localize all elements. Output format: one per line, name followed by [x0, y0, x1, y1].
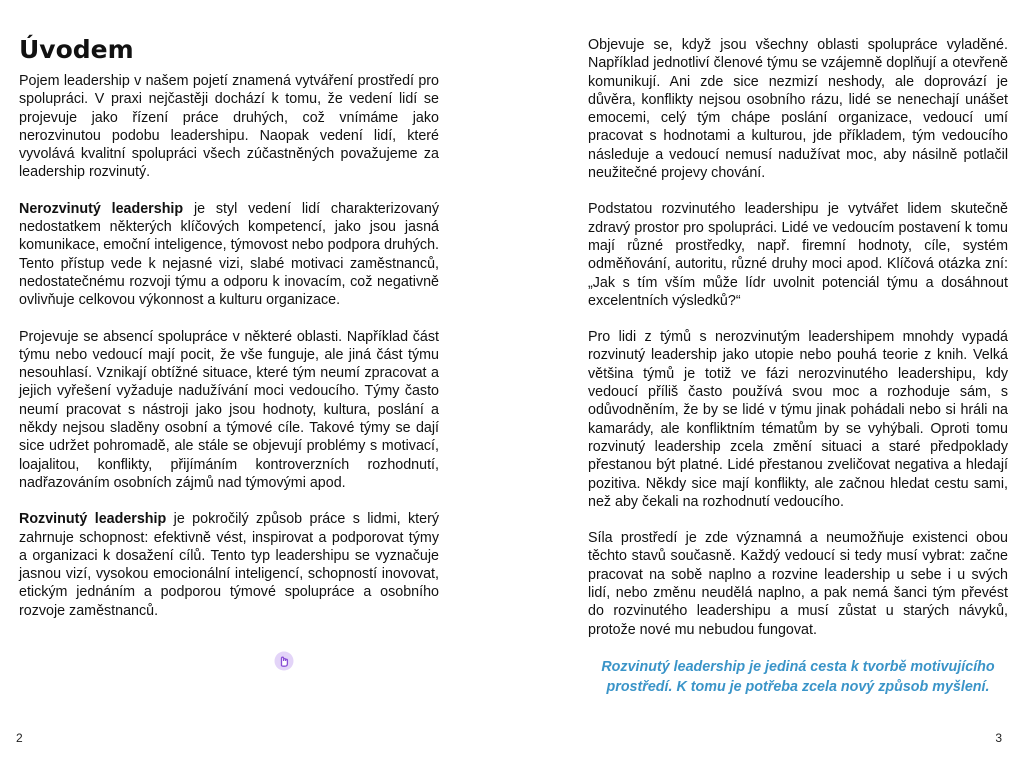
left-paragraph-2 [19, 200, 439, 310]
right-paragraph-3: Pro lidi z týmů s nerozvinutým leadershipem mnohdy vypadá rozvinutý leadership jako utopie nebo pouhá teorie z knih. Velká většina týmů je totiž ve fázi nerozvinutého leadershipu, kdy vedoucí příliš často používá svou moc a rozhoduje sám, s odůvodněním, že by se lidé v týmu jinak pohádali nebo si hráli na kamarády, ale konfliktním tématům by se vyhýbali. Oproti tomu rozvinutý leadership zcela změní situaci a staré předpoklady přestanou být platné. Lidé přestanou zveličovat negativa a hledají pozitiva. Někdy sice mají konflikty, ale začnou hledat cestu sami, než aby čekali na rozhodnutí vedoucího. [588, 329, 1008, 510]
right-text-column [588, 36, 1008, 697]
highlight-quote: Rozvinutý leadership je jediná cesta k tvorbě motivujícího prostředí. K tomu je potřeba zcela nový způsob myšlení. [601, 658, 995, 695]
right-paragraph-4: Síla prostředí je zde významná a neumožňuje existenci obou těchto stavů současně. Každý vedoucí si tedy musí vybrat: začne pracovat na sobě naplno a rozvine leadership u sebe i u svých lidí, nebo změnu neudělá naplno, a pak nemá šanci tým převést do rozvinutého leadershipu a musí zůstat u starých návyků, protože nové mu nebudou fungovat. [588, 530, 1008, 638]
hand-pointer-icon [273, 650, 295, 672]
page-number-right: 3 [995, 731, 1002, 745]
term-developed-leadership: Rozvinutý leadership [19, 511, 167, 528]
left-paragraph-3: Projevuje se absencí spolupráce v některé oblasti. Například část týmu nebo vedoucí mají pocit, že vše funguje, ale jiná část týmu nesouhlasí. Vznikají obtížné situace, které tým neumí zpracovat a jejich vyřešení vyžaduje nadužívání moci vedoucího. Týmy často neumí pracovat s nástroji jako jsou hodnoty, kultura, poslání a někdy nejsou sladěny osobní a týmové cíle. Takové týmy se dají sice udržet pohromadě, ale stále se objevují problémy s motivací, loajalitou, konflikty, přijímáním kontroverzních rozhodnutí, nadřazováním osobních zájmů nad týmovými apod. [19, 328, 439, 491]
left-paragraph-4 [19, 510, 439, 620]
page-title: Úvodem [19, 35, 134, 64]
left-paragraph-4-text: je pokročilý způsob práce s lidmi, který zahrnuje schopnost: efektivně vést, inspirovat a podporovat týmy a organizaci k dosažení cílů. Tento typ leadershipu se vyznačuje jasnou vizí, vysokou emocionální inteligencí, schopností inovovat, etickým jednáním a podporou týmové spolupráce a osobního rozvoje zaměstnanců. [19, 511, 439, 619]
right-page [512, 0, 1024, 768]
right-paragraph-1: Objevuje se, když jsou všechny oblasti spolupráce vyladěné. Například jednotliví členové týmu se vzájemně doplňují a otevřeně komunikují. Ani zde sice nezmizí neshody, ale doprovází je důvěra, konflikty nejsou osobního rázu, lidé se nenechají unášet emocemi, celý tým chápe poslání organizace, vedoucí umí pracovat s hodnotami a kulturou, jde příkladem, tým vedoucího následuje a vedoucí nemusí nadužívat moc, aby násilně potlačil neužitečné projevy chování. [588, 37, 1008, 182]
left-paragraph-1: Pojem leadership v našem pojetí znamená vytváření prostředí pro spolupráci. V praxi nejčastěji dochází k tomu, že vedení lidí se projevuje jako řízení práce druhých, což vnímáme jako nerozvinutou podobu leadershipu. Naopak vedení lidí, které vyvolává kvalitní spolupráci všech zúčastněných považujeme za leadership rozvinutý. [19, 73, 439, 181]
left-paragraph-2-text: je styl vedení lidí charakterizovaný nedostatkem některých klíčových kompetencí, jako jsou jasná komunikace, emoční inteligence, týmovost nebo podpora druhých. Tento přístup vede k nejasné vizi, slabé motivaci zaměstnanců, nedostatečnému rozvoji týmu a odporu k inovacím, což negativně ovlivňuje celkovou výkonnost a kulturu organizace. [19, 200, 439, 309]
term-undeveloped-leadership: Nerozvinutý leadership [19, 200, 184, 217]
right-paragraph-2: Podstatou rozvinutého leadershipu je vytvářet lidem skutečně zdravý prostor pro spolupráci. Lidé ve vedoucím postavení k tomu mají různé prostředky, např. firemní hodnoty, cíle, systém odměňování, autoritu, různé druhy moci apod. Klíčová otázka zní: „Jak s tím vším může lídr uvolnit potenciál týmu a dosáhnout excelentních výsledků?“ [588, 201, 1008, 309]
left-text-column [19, 34, 439, 638]
page-number-left: 2 [16, 731, 23, 745]
